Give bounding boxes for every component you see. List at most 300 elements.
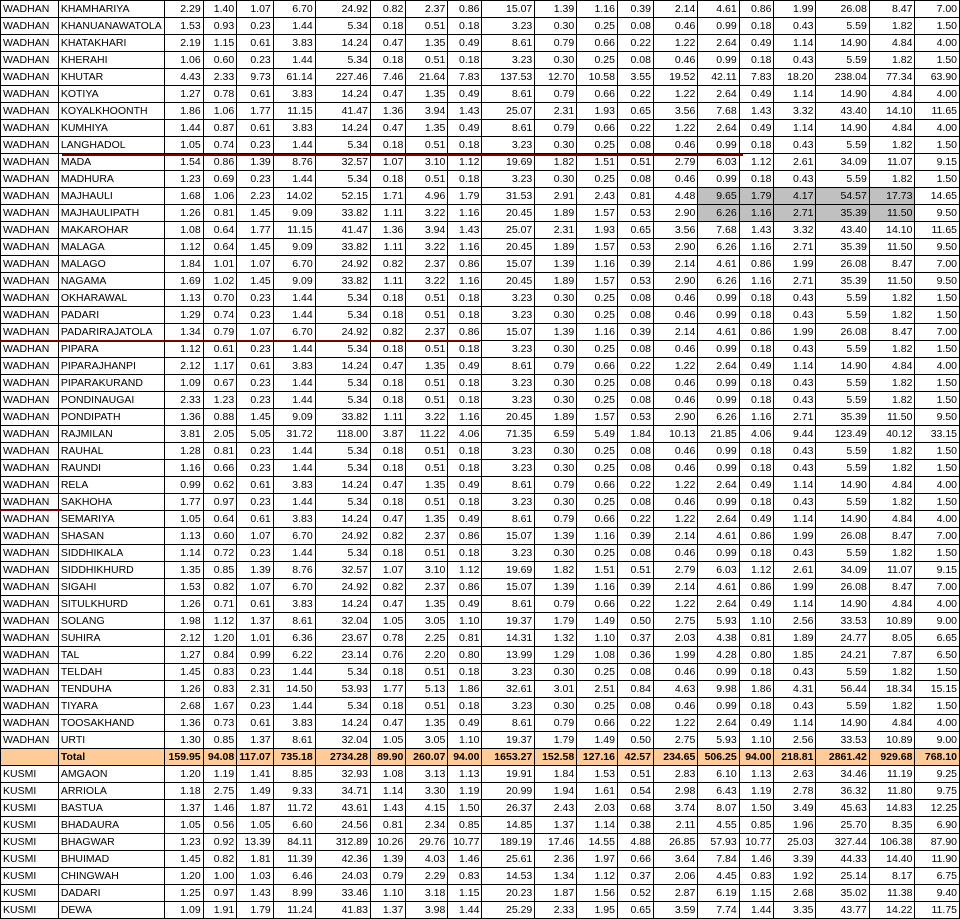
value-cell[interactable]: 21.64 [406,69,448,86]
value-cell[interactable]: 0.99 [698,664,739,681]
value-cell[interactable]: 1.41 [237,766,274,783]
value-cell[interactable]: 23.67 [315,630,370,647]
value-cell[interactable]: 2.37 [406,324,448,341]
value-cell[interactable]: 8.61 [273,613,315,630]
value-cell[interactable]: 19.52 [653,69,697,86]
value-cell[interactable]: 5.59 [816,171,869,188]
value-cell[interactable]: 1.84 [617,426,653,443]
value-cell[interactable]: 1.22 [653,715,697,732]
value-cell[interactable]: 1.10 [370,885,405,902]
value-cell[interactable]: 26.08 [816,256,869,273]
value-cell[interactable]: 0.85 [448,817,482,834]
value-cell[interactable]: 3.56 [653,222,697,239]
value-cell[interactable]: 1.99 [653,647,697,664]
value-cell[interactable]: 1.53 [164,579,203,596]
value-cell[interactable]: 13.39 [237,834,274,851]
value-cell[interactable]: 11.75 [915,902,960,919]
value-cell[interactable]: 4.00 [915,596,960,613]
value-cell[interactable]: 5.59 [816,375,869,392]
value-cell[interactable]: 0.39 [617,579,653,596]
value-cell[interactable]: 25.03 [774,834,816,851]
value-cell[interactable]: 34.09 [816,562,869,579]
value-cell[interactable]: 4.84 [869,596,915,613]
value-cell[interactable]: 2.64 [698,715,739,732]
value-cell[interactable]: 4.43 [164,69,203,86]
value-cell[interactable]: 4.61 [698,324,739,341]
value-cell[interactable]: 1.05 [164,137,203,154]
value-cell[interactable]: 33.82 [315,409,370,426]
value-cell[interactable]: 1.09 [164,375,203,392]
value-cell[interactable]: 26.08 [816,579,869,596]
block-cell[interactable]: WADHAN [1,545,59,562]
value-cell[interactable]: 9.50 [915,273,960,290]
value-cell[interactable]: 0.61 [237,86,274,103]
value-cell[interactable]: 1.15 [203,35,237,52]
value-cell[interactable]: 4.38 [698,630,739,647]
value-cell[interactable]: 9.50 [915,239,960,256]
value-cell[interactable]: 0.82 [370,256,405,273]
value-cell[interactable]: 1.19 [203,766,237,783]
block-cell[interactable]: WADHAN [1,120,59,137]
value-cell[interactable]: 19.37 [482,732,535,749]
value-cell[interactable]: 5.34 [315,52,370,69]
value-cell[interactable]: 1.10 [739,732,774,749]
value-cell[interactable]: 2.83 [653,766,697,783]
village-cell[interactable]: PIPARAKURAND [58,375,164,392]
value-cell[interactable]: 1.82 [869,341,915,358]
value-cell[interactable]: 1.43 [739,103,774,120]
value-cell[interactable]: 0.18 [448,545,482,562]
value-cell[interactable]: 3.23 [482,494,535,511]
value-cell[interactable]: 218.81 [774,749,816,766]
block-cell[interactable]: KUSMI [1,783,59,800]
value-cell[interactable]: 1.11 [370,205,405,222]
value-cell[interactable]: 1.23 [164,171,203,188]
value-cell[interactable]: 0.23 [237,137,274,154]
block-cell[interactable]: KUSMI [1,800,59,817]
value-cell[interactable]: 0.08 [617,443,653,460]
block-cell[interactable]: WADHAN [1,579,59,596]
value-cell[interactable]: 0.25 [577,52,618,69]
value-cell[interactable]: 14.24 [315,86,370,103]
value-cell[interactable]: 11.65 [915,222,960,239]
value-cell[interactable]: 19.91 [482,766,535,783]
value-cell[interactable]: 0.18 [370,341,405,358]
value-cell[interactable]: 12.25 [915,800,960,817]
value-cell[interactable]: 0.25 [577,341,618,358]
value-cell[interactable]: 6.43 [698,783,739,800]
value-cell[interactable]: 3.23 [482,664,535,681]
value-cell[interactable]: 0.30 [535,137,577,154]
value-cell[interactable]: 5.13 [406,681,448,698]
value-cell[interactable]: 32.61 [482,681,535,698]
value-cell[interactable]: 1.89 [535,409,577,426]
value-cell[interactable]: 1.12 [203,613,237,630]
value-cell[interactable]: 1.06 [164,52,203,69]
value-cell[interactable]: 5.34 [315,392,370,409]
value-cell[interactable]: 2.71 [774,239,816,256]
value-cell[interactable]: 1.16 [448,409,482,426]
value-cell[interactable]: 3.23 [482,545,535,562]
value-cell[interactable]: 1.13 [739,766,774,783]
value-cell[interactable]: 3.83 [273,715,315,732]
value-cell[interactable]: 5.59 [816,18,869,35]
value-cell[interactable]: 1.12 [164,341,203,358]
value-cell[interactable]: 2.61 [774,562,816,579]
value-cell[interactable]: 1.44 [273,18,315,35]
value-cell[interactable]: 1.92 [774,868,816,885]
value-cell[interactable]: 1.44 [164,120,203,137]
value-cell[interactable]: 1.44 [273,392,315,409]
value-cell[interactable]: 0.08 [617,375,653,392]
village-cell[interactable]: SAKHOHA [58,494,164,511]
block-cell[interactable]: WADHAN [1,273,59,290]
value-cell[interactable]: 1.07 [237,528,274,545]
value-cell[interactable]: 5.34 [315,137,370,154]
value-cell[interactable]: 4.61 [698,1,739,18]
value-cell[interactable]: 4.00 [915,120,960,137]
value-cell[interactable]: 1.37 [237,613,274,630]
value-cell[interactable]: 1.27 [164,86,203,103]
value-cell[interactable]: 1.28 [164,443,203,460]
value-cell[interactable]: 7.68 [698,222,739,239]
value-cell[interactable]: 0.49 [739,715,774,732]
value-cell[interactable]: 1.91 [203,902,237,919]
value-cell[interactable]: 6.26 [698,239,739,256]
block-cell[interactable]: WADHAN [1,460,59,477]
village-cell[interactable]: KOYALKHOONTH [58,103,164,120]
value-cell[interactable]: 1.50 [739,800,774,817]
value-cell[interactable]: 2.71 [774,409,816,426]
value-cell[interactable]: 0.76 [370,647,405,664]
value-cell[interactable]: 8.17 [869,868,915,885]
block-cell[interactable]: WADHAN [1,494,59,511]
value-cell[interactable]: 0.49 [739,511,774,528]
value-cell[interactable]: 234.65 [653,749,697,766]
value-cell[interactable]: 12.70 [535,69,577,86]
value-cell[interactable]: 1.22 [653,86,697,103]
value-cell[interactable]: 0.66 [577,511,618,528]
value-cell[interactable]: 0.66 [577,477,618,494]
value-cell[interactable]: 0.22 [617,477,653,494]
value-cell[interactable]: 0.25 [577,664,618,681]
value-cell[interactable]: 0.43 [774,443,816,460]
block-cell[interactable]: WADHAN [1,69,59,86]
value-cell[interactable]: 1.82 [869,443,915,460]
value-cell[interactable]: 4.00 [915,511,960,528]
value-cell[interactable]: 0.69 [203,171,237,188]
value-cell[interactable]: 32.04 [315,613,370,630]
value-cell[interactable]: 152.58 [535,749,577,766]
value-cell[interactable]: 0.46 [653,52,697,69]
value-cell[interactable]: 1.82 [869,545,915,562]
value-cell[interactable]: 0.79 [535,120,577,137]
value-cell[interactable]: 1.07 [237,256,274,273]
value-cell[interactable]: 1.43 [739,222,774,239]
value-cell[interactable]: 5.93 [698,613,739,630]
value-cell[interactable]: 3.10 [406,154,448,171]
value-cell[interactable]: 0.18 [739,171,774,188]
value-cell[interactable]: 11.07 [869,562,915,579]
value-cell[interactable]: 0.86 [739,256,774,273]
value-cell[interactable]: 0.30 [535,545,577,562]
value-cell[interactable]: 1.99 [774,528,816,545]
value-cell[interactable]: 44.33 [816,851,869,868]
value-cell[interactable]: 1.15 [739,885,774,902]
value-cell[interactable]: 0.93 [203,18,237,35]
value-cell[interactable]: 0.18 [448,698,482,715]
value-cell[interactable]: 8.76 [273,154,315,171]
value-cell[interactable]: 0.46 [653,341,697,358]
value-cell[interactable]: 6.36 [273,630,315,647]
value-cell[interactable]: 3.30 [406,783,448,800]
value-cell[interactable]: 1.87 [237,800,274,817]
value-cell[interactable]: 3.10 [406,562,448,579]
value-cell[interactable]: 35.39 [816,205,869,222]
value-cell[interactable]: 3.23 [482,137,535,154]
value-cell[interactable]: 3.23 [482,290,535,307]
value-cell[interactable]: 0.22 [617,120,653,137]
value-cell[interactable]: 1.84 [535,766,577,783]
value-cell[interactable]: 0.51 [406,18,448,35]
value-cell[interactable]: 0.18 [370,137,405,154]
value-cell[interactable]: 0.30 [535,392,577,409]
value-cell[interactable]: 6.75 [915,868,960,885]
value-cell[interactable]: 0.18 [739,545,774,562]
value-cell[interactable]: 0.88 [203,409,237,426]
value-cell[interactable]: 0.82 [370,1,405,18]
value-cell[interactable]: 0.30 [535,460,577,477]
value-cell[interactable]: 3.56 [653,103,697,120]
value-cell[interactable]: 1.39 [535,324,577,341]
village-cell[interactable]: KHATAKHARI [58,35,164,52]
value-cell[interactable]: 2.61 [774,154,816,171]
block-cell[interactable]: WADHAN [1,375,59,392]
value-cell[interactable]: 0.82 [370,324,405,341]
village-cell[interactable]: BHAGWAR [58,834,164,851]
value-cell[interactable]: 1.57 [577,273,618,290]
value-cell[interactable]: 1.14 [774,477,816,494]
value-cell[interactable]: 11.80 [869,783,915,800]
value-cell[interactable]: 10.89 [869,732,915,749]
value-cell[interactable]: 3.83 [273,35,315,52]
value-cell[interactable]: 2.05 [203,426,237,443]
value-cell[interactable]: 8.47 [869,579,915,596]
value-cell[interactable]: 7.00 [915,528,960,545]
value-cell[interactable]: 1.57 [577,409,618,426]
value-cell[interactable]: 0.53 [617,239,653,256]
value-cell[interactable]: 41.47 [315,222,370,239]
value-cell[interactable]: 4.00 [915,86,960,103]
value-cell[interactable]: 0.39 [617,1,653,18]
value-cell[interactable]: 0.46 [653,290,697,307]
value-cell[interactable]: 20.45 [482,273,535,290]
value-cell[interactable]: 1.44 [273,307,315,324]
value-cell[interactable]: 0.66 [577,358,618,375]
value-cell[interactable]: 1.50 [915,460,960,477]
village-cell[interactable]: KHERAHI [58,52,164,69]
value-cell[interactable]: 0.08 [617,341,653,358]
value-cell[interactable]: 33.82 [315,273,370,290]
value-cell[interactable]: 1.16 [577,528,618,545]
value-cell[interactable]: 4.45 [698,868,739,885]
value-cell[interactable]: 1.82 [869,307,915,324]
value-cell[interactable]: 260.07 [406,749,448,766]
value-cell[interactable]: 1.54 [164,154,203,171]
value-cell[interactable]: 9.40 [915,885,960,902]
value-cell[interactable]: 2.29 [406,868,448,885]
value-cell[interactable]: 1.35 [406,715,448,732]
value-cell[interactable]: 2.78 [774,783,816,800]
value-cell[interactable]: 7.84 [698,851,739,868]
value-cell[interactable]: 4.61 [698,528,739,545]
value-cell[interactable]: 0.23 [237,290,274,307]
value-cell[interactable]: 1.44 [273,137,315,154]
value-cell[interactable]: 0.39 [617,528,653,545]
value-cell[interactable]: 20.45 [482,239,535,256]
value-cell[interactable]: 14.24 [315,596,370,613]
value-cell[interactable]: 34.09 [816,154,869,171]
value-cell[interactable]: 1.09 [164,902,203,919]
value-cell[interactable]: 1.94 [535,783,577,800]
value-cell[interactable]: 1.44 [273,171,315,188]
value-cell[interactable]: 0.66 [577,86,618,103]
block-cell[interactable]: WADHAN [1,664,59,681]
value-cell[interactable]: 2.31 [535,222,577,239]
value-cell[interactable]: 0.56 [203,817,237,834]
value-cell[interactable]: 0.99 [698,137,739,154]
value-cell[interactable]: 0.25 [577,290,618,307]
value-cell[interactable]: 1.82 [869,494,915,511]
value-cell[interactable]: 189.19 [482,834,535,851]
village-cell[interactable]: MAJHAULIPATH [58,205,164,222]
value-cell[interactable]: 0.22 [617,715,653,732]
value-cell[interactable]: 1.37 [370,902,405,919]
block-cell[interactable]: WADHAN [1,528,59,545]
value-cell[interactable]: 7.83 [739,69,774,86]
value-cell[interactable]: 0.85 [739,817,774,834]
value-cell[interactable]: 0.81 [617,188,653,205]
value-cell[interactable]: 1.20 [203,630,237,647]
value-cell[interactable]: 5.34 [315,494,370,511]
value-cell[interactable]: 2.20 [406,647,448,664]
value-cell[interactable]: 4.61 [698,579,739,596]
value-cell[interactable]: 4.84 [869,511,915,528]
value-cell[interactable]: 2.71 [774,205,816,222]
value-cell[interactable]: 14.53 [482,868,535,885]
value-cell[interactable]: 1.12 [739,154,774,171]
value-cell[interactable]: 0.47 [370,35,405,52]
block-cell[interactable]: WADHAN [1,188,59,205]
village-cell[interactable]: SEMARIYA [58,511,164,528]
value-cell[interactable]: 0.51 [406,137,448,154]
value-cell[interactable]: 3.23 [482,341,535,358]
value-cell[interactable]: 19.69 [482,154,535,171]
value-cell[interactable]: 0.47 [370,120,405,137]
value-cell[interactable]: 26.08 [816,1,869,18]
value-cell[interactable]: 0.85 [203,562,237,579]
village-cell[interactable]: SOLANG [58,613,164,630]
value-cell[interactable]: 1.13 [164,290,203,307]
value-cell[interactable]: 14.22 [869,902,915,919]
value-cell[interactable]: 1653.27 [482,749,535,766]
value-cell[interactable]: 1.44 [739,902,774,919]
value-cell[interactable]: 0.81 [739,630,774,647]
block-cell[interactable]: WADHAN [1,562,59,579]
value-cell[interactable]: 9.75 [915,783,960,800]
value-cell[interactable]: 0.43 [774,545,816,562]
block-cell[interactable]: WADHAN [1,596,59,613]
value-cell[interactable]: 7.74 [698,902,739,919]
value-cell[interactable]: 42.11 [698,69,739,86]
value-cell[interactable]: 1.16 [164,460,203,477]
value-cell[interactable]: 5.93 [698,732,739,749]
value-cell[interactable]: 0.47 [370,477,405,494]
value-cell[interactable]: 0.97 [203,885,237,902]
value-cell[interactable]: 1.44 [273,341,315,358]
block-cell[interactable]: WADHAN [1,52,59,69]
block-cell[interactable]: WADHAN [1,222,59,239]
value-cell[interactable]: 0.18 [448,341,482,358]
value-cell[interactable]: 5.34 [315,307,370,324]
value-cell[interactable]: 9.00 [915,613,960,630]
value-cell[interactable]: 1.99 [774,579,816,596]
block-cell[interactable]: WADHAN [1,103,59,120]
value-cell[interactable]: 0.18 [370,375,405,392]
block-cell[interactable]: WADHAN [1,443,59,460]
value-cell[interactable]: 6.10 [698,766,739,783]
value-cell[interactable]: 3.23 [482,443,535,460]
value-cell[interactable]: 84.11 [273,834,315,851]
value-cell[interactable]: 0.66 [203,460,237,477]
value-cell[interactable]: 33.53 [816,613,869,630]
value-cell[interactable]: 0.08 [617,290,653,307]
value-cell[interactable]: 3.74 [653,800,697,817]
value-cell[interactable]: 1.07 [237,579,274,596]
block-cell[interactable]: WADHAN [1,307,59,324]
value-cell[interactable]: 327.44 [816,834,869,851]
value-cell[interactable]: 11.50 [869,205,915,222]
value-cell[interactable]: 1.34 [535,868,577,885]
value-cell[interactable]: 0.43 [774,171,816,188]
value-cell[interactable]: 3.22 [406,239,448,256]
value-cell[interactable]: 8.61 [482,35,535,52]
value-cell[interactable]: 0.82 [203,579,237,596]
value-cell[interactable]: 0.23 [237,460,274,477]
value-cell[interactable]: 9.50 [915,409,960,426]
value-cell[interactable]: 1.82 [869,375,915,392]
value-cell[interactable]: 1.16 [448,205,482,222]
value-cell[interactable]: 0.43 [774,52,816,69]
value-cell[interactable]: 8.35 [869,817,915,834]
value-cell[interactable]: 0.18 [448,18,482,35]
value-cell[interactable]: 1.50 [915,443,960,460]
value-cell[interactable]: 87.90 [915,834,960,851]
value-cell[interactable]: 1.11 [370,239,405,256]
value-cell[interactable]: 36.32 [816,783,869,800]
block-cell[interactable] [1,749,59,766]
value-cell[interactable]: 7.68 [698,103,739,120]
block-cell[interactable]: WADHAN [1,647,59,664]
value-cell[interactable]: 1.44 [273,290,315,307]
value-cell[interactable]: 1.16 [577,324,618,341]
value-cell[interactable]: 10.77 [448,834,482,851]
value-cell[interactable]: 0.18 [448,392,482,409]
value-cell[interactable]: 42.36 [315,851,370,868]
value-cell[interactable]: 0.53 [617,409,653,426]
value-cell[interactable]: 8.61 [482,358,535,375]
block-cell[interactable]: WADHAN [1,137,59,154]
